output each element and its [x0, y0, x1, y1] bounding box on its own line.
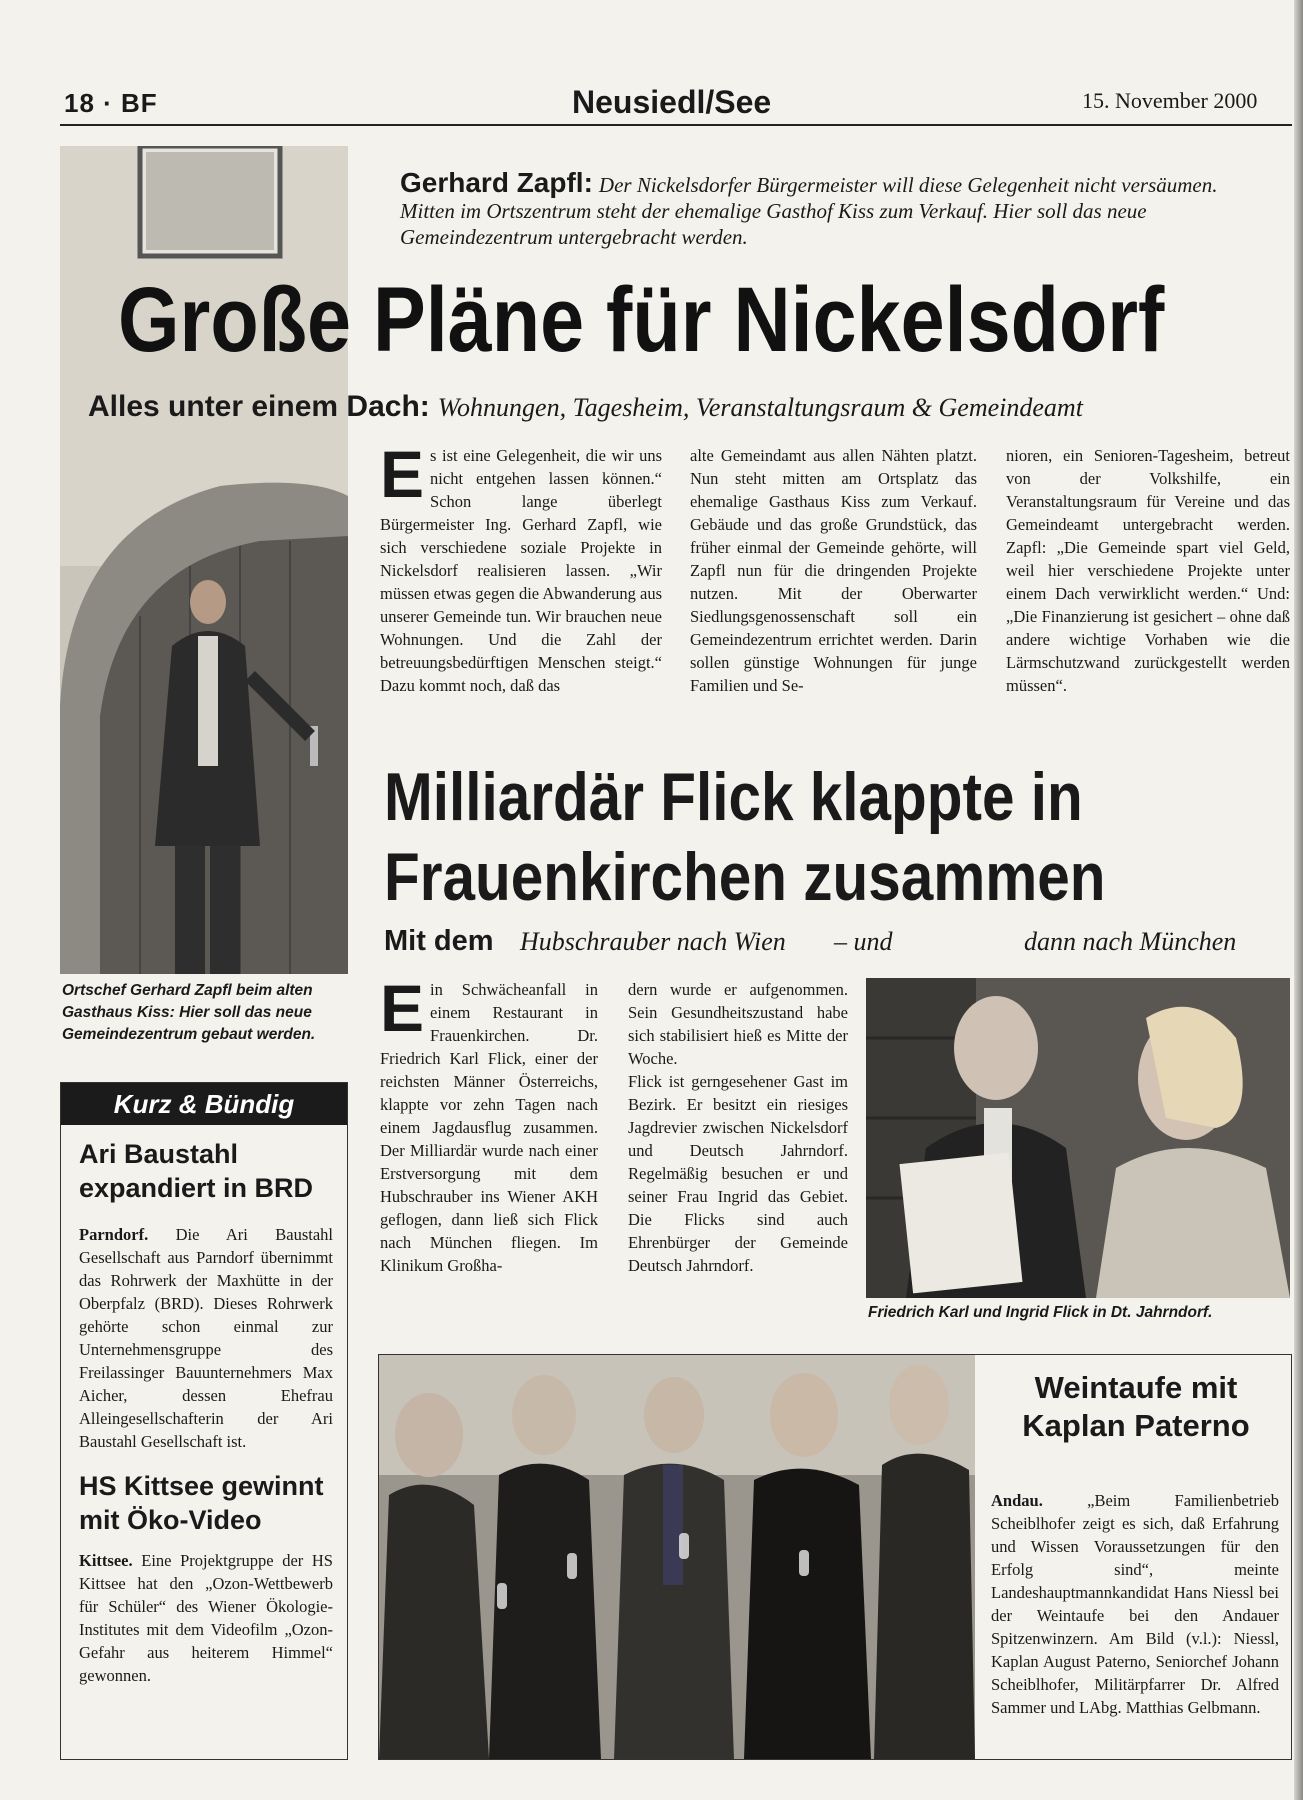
flick-photo-caption: Friedrich Karl und Ingrid Flick in Dt. Jahrndorf. [868, 1304, 1213, 1321]
page-number: 18 · BF [64, 88, 158, 118]
article1-column-2: alte Gemeindamt aus allen Nähten platzt. Nun steht mitten am Ortsplatz das ehemalige Gasthaus Kiss zum Verkauf. Gebäude und das große Grundstück, das früher einmal der Gemeinde gehörte, will Zapfl nun für die dringenden Projekte nutzen. Mit der Oberwarter Siedlungsgenossenschaft soll ein Gemeindezentrum errichtet werden. Darin sollen günstige Wohnungen für junge Familien und Se- [690, 446, 977, 695]
zapfl-photo-caption: Ortschef Gerhard Zapfl beim alten Gasthaus Kiss: Hier soll das neue Gemeindezentrum gebaut werden. [62, 982, 316, 1043]
subheadline-flick [384, 925, 1290, 961]
subheadline-flick-bold: Mit dem [384, 925, 494, 957]
ari-text: Parndorf. Die Ari Baustahl Gesellschaft aus Parndorf übernimmt das Rohrwerk der Maxhütte in der Oberpfalz (BRD). Dieses Rohrwerk gehörte schon einmal zur Unternehmensgruppe des Freilassinger Bauunternehmers Max Aicher, dessen Ehefrau Alleingesellschafterin der Ari Baustahl Gesellschaft ist. [79, 1225, 334, 1451]
flick-photo [866, 978, 1290, 1298]
article2-column-2 [628, 978, 848, 1277]
weintaufe-text: Andau. „Beim Familienbetrieb Scheiblhofer zeigt es sich, daß Erfahrung und Wissen Voraussetzungen für den Erfolg sind“, meinte Landeshauptmannkandidat Hans Niessl bei der Weintaufe bei den Andauer Spitzenwinzern. Am Bild (v.l.): Niessl, Kaplan August Paterno, Seniorchef Johann Scheiblhofer, Militärpfarrer Dr. Alfred Sammer und LAbg. Matthias Gelbmann. [991, 1491, 1279, 1717]
article2-paragraph-1: dern wurde er aufgenommen. Sein Gesundheitszustand habe sich stabilisiert hieß es Mitte der Woche. [628, 980, 848, 1068]
headline-flick-line1: Milliardär Flick klappte in [384, 759, 1083, 835]
subheadline-bold: Alles unter einem Dach: [88, 390, 430, 423]
kurz-buendig-title: Kurz & Bündig [113, 1089, 295, 1119]
section-title: Neusiedl/See [572, 84, 772, 120]
weintaufe-photo [379, 1355, 975, 1759]
weintaufe-headline: Weintaufe mit Kaplan Paterno [1022, 1370, 1250, 1443]
article1-column-3: nioren, ein Senioren-Tagesheim, betreut von der Volkshilfe, ein Veranstaltungsraum für Vereine und das Gemeindeamt untergebracht werden. Zapfl: „Die Gemeinde spart viel Geld, weil hier verschiedene Projekte unter einem Dach verwirklicht werden.“ Und: „Die Finanzierung ist gesichert – ohne daß andere wichtige Vorhaben wie die Lärmschutzwand zurückgestellt werden müssen“. [1006, 446, 1290, 695]
subheadline-flick-italic-1: Hubschrauber nach Wien [520, 927, 786, 956]
article2-paragraph-2: Flick ist gerngesehener Gast im Bezirk. Er besitzt ein riesiges Jagdrevier zwischen Nickelsdorf und Deutsch Jahrndorf. Regelmäßig besuchen er und seiner Frau Ingrid das Gebiet. Die Flicks sind auch Ehrenbürger der Gemeinde Deutsch Jahrndorf. [628, 1072, 848, 1275]
kittsee-place: Kittsee. [79, 1551, 133, 1570]
ari-headline: Ari Baustahl expandiert in BRD [79, 1139, 314, 1203]
weintaufe-place: Andau. [991, 1491, 1043, 1510]
dropcap: E [380, 971, 425, 1045]
flick-photo-image [866, 978, 1290, 1298]
kurz-buendig-box [60, 1082, 348, 1760]
kurz-buendig-header [61, 1083, 347, 1125]
weintaufe-photo-image [379, 1355, 975, 1759]
subheadline-flick-italic-3: dann nach München [1024, 927, 1237, 956]
subheadline-italic: Wohnungen, Tagesheim, Veranstaltungsraum & Gemeindeamt [437, 393, 1083, 422]
kittsee-text: Kittsee. Eine Projektgruppe der HS Kittsee hat den „Ozon-Wettbewerb für Schüler“ des Wiener Ökologie-Institutes mit dem Videofilm „Ozon-Gefahr aus heiterem Himmel“ gewonnen. [79, 1551, 333, 1685]
kicker-text: Der Nickelsdorfer Bürgermeister will diese Gelegenheit nicht versäumen. Mitten im Ortszentrum steht der ehemalige Gasthof Kiss zum Verkauf. Hier soll das neue Gemeindezentrum untergebracht werden. [400, 173, 1218, 249]
headline-flick-line2: Frauenkirchen zusammen [384, 839, 1106, 915]
dropcap: E [380, 437, 425, 511]
kicker-name: Gerhard Zapfl: [400, 167, 593, 198]
kicker [400, 167, 1260, 250]
subheadline-nickelsdorf [88, 390, 1083, 424]
article1-column-1: Es ist eine Gelegenheit, die wir uns nicht entgehen lassen können.“ Schon lange überlegt Bürgermeister Ing. Gerhard Zapfl, wie sich verschiedene soziale Projekte in Nickelsdorf realisieren lassen. „Wir müssen etwas gegen die Abwanderung aus unserer Gemeinde tun. Wir brauchen neue Wohnungen. Und die Zahl der betreuungsbedürftigen Menschen steigt.“ Dazu kommt noch, daß das [380, 437, 662, 695]
ari-place: Parndorf. [79, 1225, 149, 1244]
weintaufe-box [378, 1354, 1292, 1760]
issue-date: 15. November 2000 [1082, 88, 1258, 113]
subheadline-flick-italic-2: – und [834, 927, 893, 956]
headline-nickelsdorf: Große Pläne für Nickelsdorf [118, 269, 1165, 371]
kittsee-headline: HS Kittsee gewinnt mit Öko-Video [79, 1471, 324, 1535]
header-rule [60, 124, 1292, 126]
article2-column-1: Ein Schwächeanfall in einem Restaurant in Frauenkirchen. Dr. Friedrich Karl Flick, einer der reichsten Männer Österreichs, klappte vor zehn Tagen nach einem Jagdausflug zusammen. Der Milliardär wurde nach einer Erstversorgung mit dem Hubschrauber ins Wiener AKH geflogen, dann ließ sich Flick nach München fliegen. Im Klinikum Großha- [380, 971, 598, 1275]
page-edge [1294, 0, 1303, 1800]
